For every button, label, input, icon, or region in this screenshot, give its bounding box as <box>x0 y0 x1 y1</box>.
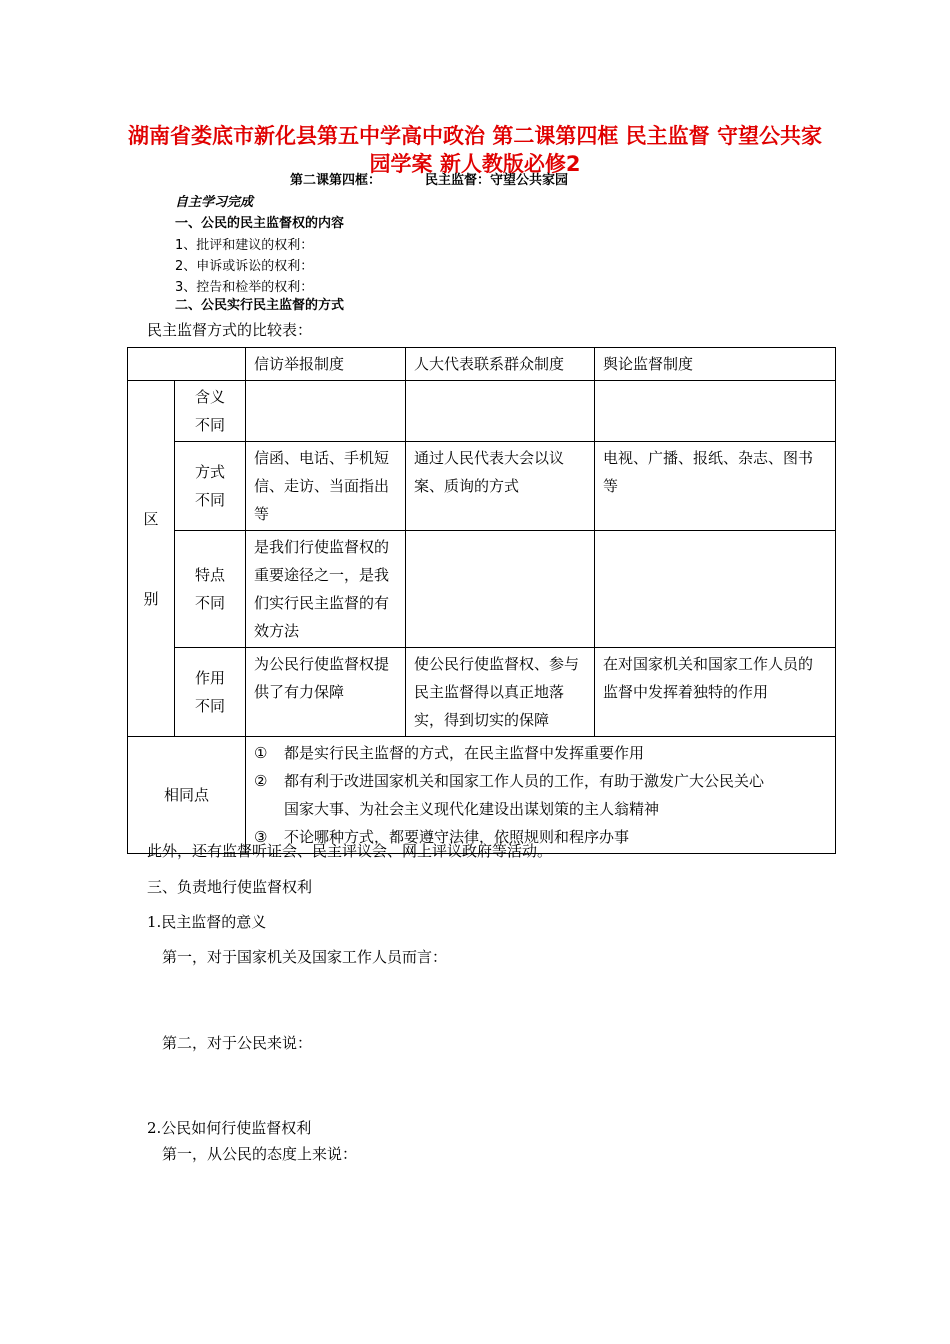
similarity-num: ② <box>254 772 268 790</box>
section1-item-1: 1、批评和建议的权利： <box>175 238 314 253</box>
table-cell <box>595 381 836 442</box>
row-label-line: 不同 <box>194 594 225 612</box>
row-label <box>175 442 246 531</box>
similarity-item <box>254 739 827 767</box>
section3-heading: 三、负责地行使监督权利 <box>147 878 313 896</box>
row-label-line: 作用 <box>194 669 225 687</box>
section1-item-3: 3、控告和检举的权利： <box>175 280 314 295</box>
comparison-table <box>127 347 836 854</box>
similarity-item <box>254 767 827 795</box>
section3-sub1: 1.民主监督的意义 <box>147 913 267 931</box>
difference-label <box>128 381 175 737</box>
table-cell: 在对国家机关和国家工作人员的监督中发挥着独特的作用 <box>595 648 836 737</box>
table-cell <box>406 531 595 648</box>
row-label-line: 不同 <box>194 416 225 434</box>
similarity-row <box>128 737 836 854</box>
table-row <box>128 531 836 648</box>
similarity-continued: 国家大事、为社会主义现代化建设出谋划策的主人翁精神 <box>284 800 660 818</box>
similarity-list <box>246 737 836 854</box>
self-study-label: 自主学习完成 <box>175 195 254 210</box>
after-table-note: 此外，还有监督听证会、民主评议会、网上评议政府等活动。 <box>147 842 553 860</box>
table-cell: 是我们行使监督权的重要途径之一，是我们实行民主监督的有效方法 <box>246 531 406 648</box>
header-cell: 人大代表联系群众制度 <box>406 348 595 381</box>
table-cell <box>595 531 836 648</box>
difference-char: 别 <box>143 589 159 608</box>
section3-sub1-second: 第二，对于公民来说： <box>162 1034 313 1052</box>
similarity-num: ③ <box>254 828 268 846</box>
difference-char: 区 <box>143 509 159 528</box>
header-cell: 信访举报制度 <box>246 348 406 381</box>
row-label <box>175 648 246 737</box>
table-cell: 通过人民代表大会以议案、质询的方式 <box>406 442 595 531</box>
table-row <box>128 381 836 442</box>
header-cell-empty <box>128 348 246 381</box>
table-caption: 民主监督方式的比较表： <box>147 321 313 339</box>
section3-sub2: 2.公民如何行使监督权利 <box>147 1119 312 1137</box>
table-cell <box>406 381 595 442</box>
section1-heading: 一、公民的民主监督权的内容 <box>175 216 345 231</box>
table-cell: 信函、电话、手机短信、走访、当面指出等 <box>246 442 406 531</box>
row-label-line: 含义 <box>194 388 225 406</box>
similarity-text: 都有利于改进国家机关和国家工作人员的工作，有助于激发广大公民关心 <box>284 772 765 790</box>
header-cell: 舆论监督制度 <box>595 348 836 381</box>
lesson-subtitle <box>290 169 612 188</box>
similarity-text: 都是实行民主监督的方式，在民主监督中发挥重要作用 <box>284 744 645 762</box>
table-cell: 电视、广播、报纸、杂志、图书等 <box>595 442 836 531</box>
row-label-line: 不同 <box>194 491 225 509</box>
section2-heading: 二、公民实行民主监督的方式 <box>175 298 345 313</box>
similarity-label: 相同点 <box>128 737 246 854</box>
table-cell: 为公民行使监督权提供了有力保障 <box>246 648 406 737</box>
section3-sub1-first: 第一，对于国家机关及国家工作人员而言： <box>162 948 448 966</box>
similarity-text: 不论哪种方式，都要遵守法律，依照规则和程序办事 <box>284 828 630 846</box>
row-label-line: 特点 <box>194 566 225 584</box>
row-label-line: 方式 <box>194 463 225 481</box>
row-label <box>175 531 246 648</box>
document-title: 湖南省娄底市新化县第五中学高中政治 第二课第四框 民主监督 守望公共家园学案 新人教版必修2 <box>128 124 822 176</box>
row-label-line: 不同 <box>194 697 225 715</box>
table-header-row <box>128 348 836 381</box>
row-label <box>175 381 246 442</box>
table-row <box>128 648 836 737</box>
table-row <box>128 442 836 531</box>
subtitle-part2: 民主监督：守望公共家园 <box>425 173 569 188</box>
subtitle-part1: 第二课第四框： <box>290 173 382 188</box>
similarity-num: ① <box>254 744 268 762</box>
section3-sub2-first: 第一，从公民的态度上来说： <box>162 1145 358 1163</box>
table-cell <box>246 381 406 442</box>
table-cell: 使公民行使监督权、参与民主监督得以真正地落实，得到切实的保障 <box>406 648 595 737</box>
section1-item-2: 2、申诉或诉讼的权利： <box>175 259 314 274</box>
